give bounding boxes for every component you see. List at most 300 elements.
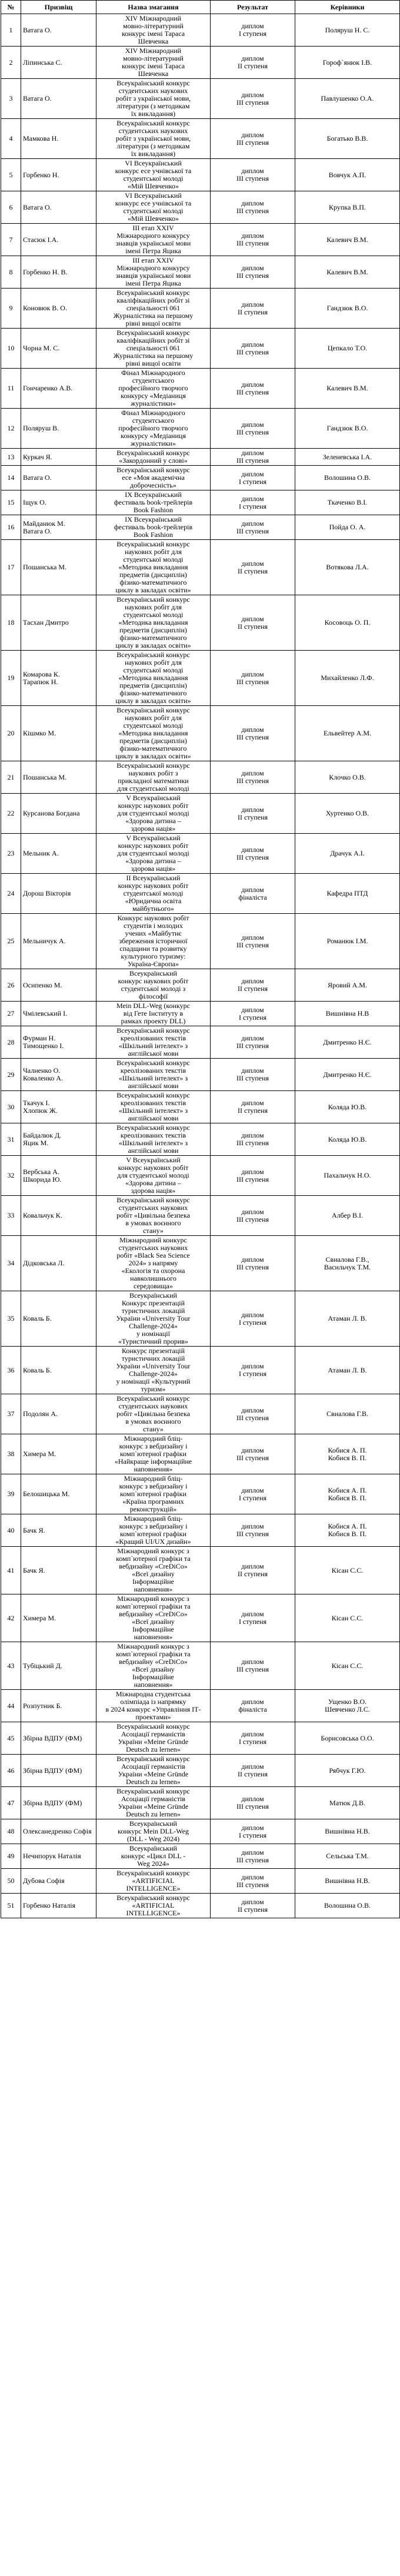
event-name-line: Всеукраїнський конкурс bbox=[116, 595, 190, 604]
event-name-line: прикладної математики bbox=[118, 777, 189, 785]
row-number-cell bbox=[1, 1434, 21, 1474]
row-number: 15 bbox=[7, 498, 15, 506]
row-number-cell bbox=[1, 119, 21, 159]
result-line: III ступеня bbox=[236, 347, 269, 356]
event-name-line: Україна-Європа» bbox=[127, 960, 179, 968]
supervisor: Гороф`янюк І.В. bbox=[322, 58, 372, 67]
result-line: диплом bbox=[241, 977, 264, 985]
result-cell bbox=[211, 761, 295, 794]
result-cell bbox=[211, 1474, 295, 1514]
event-name-line: Міжнародного конкурсу bbox=[116, 264, 190, 272]
supervisor: Коляда Ю.В. bbox=[328, 1135, 367, 1143]
event-name-line: України «Meine Gründe bbox=[118, 1738, 189, 1746]
result-cell bbox=[211, 1755, 295, 1787]
event-name-line: комп`ютерної графіки bbox=[120, 1450, 186, 1458]
result-line: диплом bbox=[241, 380, 264, 389]
row-number: 34 bbox=[7, 1259, 15, 1267]
row-number-cell bbox=[1, 1514, 21, 1547]
row-number: 11 bbox=[7, 384, 15, 392]
result-cell bbox=[211, 595, 295, 651]
participant-name-cell bbox=[21, 1059, 96, 1091]
event-name-line: рівні вищої освіти bbox=[125, 359, 181, 367]
event-name-line: в умовах воєнного bbox=[125, 1219, 181, 1227]
event-name-line: у номінації «Культурний bbox=[116, 1377, 191, 1385]
event-name-line: «Кращий UI/UX дизайн» bbox=[115, 1537, 191, 1546]
result-line: диплом bbox=[241, 469, 264, 478]
event-name-cell bbox=[96, 595, 211, 651]
event-name-line: Mein DLL-Weg (конкурс bbox=[116, 1002, 190, 1010]
event-name-line: Фінал Міжнародного bbox=[121, 409, 185, 417]
supervisor: Рябчук Г.Ю. bbox=[329, 1766, 366, 1775]
event-name-line: креолізованих текстів bbox=[120, 1099, 186, 1107]
supervisor-cell bbox=[295, 409, 400, 449]
event-name-cell bbox=[96, 540, 211, 595]
result-line: III ступеня bbox=[236, 427, 269, 436]
event-name-line: Фінал Міжнародного bbox=[121, 369, 185, 377]
event-name-line: «Методика викладання bbox=[118, 729, 188, 737]
row-number: 16 bbox=[7, 523, 15, 531]
event-name-line: Міжнародний бліц- bbox=[124, 1474, 183, 1483]
event-name-line: «Методика викладання bbox=[118, 563, 188, 571]
event-name-cell bbox=[96, 1474, 211, 1514]
result-cell bbox=[211, 874, 295, 914]
result-line: III ступеня bbox=[236, 98, 269, 107]
row-number: 38 bbox=[7, 1450, 15, 1458]
table-row bbox=[1, 1091, 400, 1123]
table-row bbox=[1, 1869, 400, 1894]
result-line: I ступеня bbox=[238, 29, 267, 38]
supervisor-cell bbox=[295, 1123, 400, 1156]
row-number-cell bbox=[1, 1091, 21, 1123]
table-row bbox=[1, 1123, 400, 1156]
supervisor-cell bbox=[295, 651, 400, 706]
row-number-cell bbox=[1, 1026, 21, 1059]
result-line: II ступеня bbox=[237, 1905, 268, 1914]
result-line: диплом bbox=[241, 199, 264, 207]
result-line: I ступеня bbox=[238, 1493, 267, 1502]
row-number-cell bbox=[1, 515, 21, 540]
event-name-line: середовища» bbox=[134, 1282, 173, 1290]
event-name-line: конкурс наукових робіт bbox=[118, 1163, 189, 1172]
row-number: 17 bbox=[7, 563, 15, 571]
supervisor-line: Васильчук Т.М. bbox=[324, 1262, 371, 1271]
result-cell bbox=[211, 914, 295, 969]
result-line: диплом bbox=[241, 614, 264, 623]
event-name-line: (DLL - Weg 2024) bbox=[126, 1835, 180, 1843]
row-number: 42 bbox=[7, 1613, 15, 1622]
event-name-line: майбутнього» bbox=[132, 904, 174, 913]
event-name-line: Конкурс наукових робіт bbox=[117, 914, 189, 922]
event-name-line: конкурс з вебдизайну і bbox=[119, 1482, 188, 1490]
row-number: 28 bbox=[7, 1037, 15, 1046]
event-name-cell bbox=[96, 834, 211, 874]
participant-name-cell bbox=[21, 1869, 96, 1894]
event-name-cell bbox=[96, 1091, 211, 1123]
result-line: диплом bbox=[241, 1762, 264, 1771]
participant-name-cell bbox=[21, 1787, 96, 1819]
row-number-cell bbox=[1, 14, 21, 47]
result-line: диплом bbox=[241, 22, 264, 30]
result-cell bbox=[211, 119, 295, 159]
row-number-cell bbox=[1, 595, 21, 651]
event-name-line: Всеукраїнський конкурс bbox=[116, 79, 190, 87]
table-row bbox=[1, 1236, 400, 1291]
event-name-cell bbox=[96, 1690, 211, 1722]
event-name-line: студентського bbox=[132, 416, 175, 425]
result-line: диплом bbox=[241, 1897, 264, 1906]
participant-name-cell bbox=[21, 1514, 96, 1547]
result-line: диплом bbox=[241, 340, 264, 349]
participant-name: Химера М. bbox=[23, 1613, 56, 1622]
event-name-line: студентської молоді bbox=[123, 174, 184, 183]
participant-name: Белошицька М. bbox=[23, 1490, 70, 1498]
result-line: диплом bbox=[241, 669, 264, 678]
event-name-line: туризм» bbox=[141, 1385, 166, 1393]
row-number-cell bbox=[1, 79, 21, 119]
event-name-line: циклу в закладах освіти» bbox=[115, 641, 191, 649]
event-name-line: Міжнародний конкурс з bbox=[117, 1594, 189, 1603]
participant-name: Подолян А. bbox=[23, 1410, 58, 1418]
row-number: 27 bbox=[7, 1009, 15, 1017]
event-name-line: циклу в закладах освіти» bbox=[115, 697, 191, 705]
result-line: диплом bbox=[241, 885, 264, 894]
event-name-line: Всеукраїнський конкурс bbox=[116, 761, 190, 770]
result-line: II ступеня bbox=[237, 1106, 268, 1115]
result-cell bbox=[211, 1123, 295, 1156]
event-name-cell bbox=[96, 1059, 211, 1091]
event-name-line: конкурс есе учнівської та bbox=[115, 167, 192, 175]
result-cell bbox=[211, 14, 295, 47]
result-cell bbox=[211, 289, 295, 329]
participant-name: Горбенко Н. bbox=[23, 170, 59, 179]
participant-name: Іщук О. bbox=[23, 498, 46, 506]
row-number: 19 bbox=[7, 674, 15, 682]
event-name-line: в умовах воєнного bbox=[125, 1417, 181, 1425]
table-header-row bbox=[1, 1, 400, 14]
table-row bbox=[1, 1755, 400, 1787]
row-number-cell bbox=[1, 1869, 21, 1894]
result-line: III ступеня bbox=[236, 853, 269, 861]
participant-name: Збірна ВДПУ (ФМ) bbox=[23, 1798, 82, 1807]
participant-name-cell bbox=[21, 969, 96, 1002]
participant-name: Чмілевський І. bbox=[23, 1009, 68, 1017]
event-name-line: наповнення» bbox=[134, 1633, 173, 1641]
event-name-line: Всеукраїнський конкурс bbox=[116, 651, 190, 659]
participant-name: Дідковська Л. bbox=[23, 1259, 65, 1267]
event-name-line: для студентської молоді bbox=[117, 784, 189, 793]
participant-name-cell bbox=[21, 1844, 96, 1869]
row-number: 10 bbox=[7, 344, 15, 352]
row-number: 6 bbox=[9, 203, 13, 211]
result-line: III ступеня bbox=[236, 1042, 269, 1050]
result-line: I ступеня bbox=[238, 1370, 267, 1378]
event-name-line: Всеукраїнський конкурс bbox=[116, 449, 190, 457]
row-number: 37 bbox=[7, 1410, 15, 1418]
result-line: диплом bbox=[241, 494, 264, 503]
result-line: диплом bbox=[241, 1872, 264, 1881]
event-name-line: креолізованих текстів bbox=[120, 1034, 186, 1042]
participant-name-cell bbox=[21, 874, 96, 914]
table-row bbox=[1, 1026, 400, 1059]
event-name-line: конкурс наукових робіт bbox=[118, 841, 189, 850]
event-name-cell bbox=[96, 1236, 211, 1291]
participant-name: Чорна М. С. bbox=[23, 344, 60, 352]
table-row bbox=[1, 1690, 400, 1722]
event-name-line: конкурсу «Медіаниця bbox=[121, 392, 186, 400]
table-row bbox=[1, 466, 400, 490]
participant-name: Мельничук А. bbox=[23, 937, 66, 945]
event-name-line: «Мій Шевченко» bbox=[127, 182, 179, 190]
event-name-line: професійного творчого bbox=[118, 424, 188, 432]
result-line: I ступеня bbox=[238, 1831, 267, 1839]
supervisor-cell bbox=[295, 1722, 400, 1755]
header-supervisor: Керівники bbox=[295, 1, 400, 14]
result-cell bbox=[211, 1156, 295, 1196]
event-name-line: реконструкцій» bbox=[129, 1505, 177, 1513]
participant-name-line: Тарапюк Н. bbox=[23, 677, 58, 686]
participant-name: Мельник А. bbox=[23, 849, 59, 857]
event-name-line: креолізованих текстів bbox=[120, 1066, 186, 1075]
participant-name: Збірна ВДПУ (ФМ) bbox=[23, 1733, 82, 1742]
result-line: диплом bbox=[241, 1310, 264, 1319]
result-line: фіналіста bbox=[238, 1705, 267, 1713]
participant-name-cell bbox=[21, 47, 96, 79]
participant-name-cell bbox=[21, 595, 96, 651]
event-name-line: Всеукраїнський конкурс bbox=[116, 1869, 190, 1877]
event-name-line: Асоціації германістів bbox=[121, 1762, 185, 1771]
event-name-line: «Екологія та охорона bbox=[121, 1267, 185, 1275]
event-name-line: «Методика викладання bbox=[118, 618, 188, 626]
result-line: III ступеня bbox=[236, 526, 269, 535]
event-name-cell bbox=[96, 794, 211, 834]
row-number-cell bbox=[1, 449, 21, 466]
supervisor: Драчук А.І. bbox=[330, 849, 365, 857]
participant-name-cell bbox=[21, 1347, 96, 1394]
result-line: I ступеня bbox=[238, 502, 267, 510]
event-name-line: Міжнародний конкурс з bbox=[117, 1642, 189, 1650]
participant-name-line: Чалненко О. bbox=[23, 1066, 61, 1075]
participant-name-cell bbox=[21, 79, 96, 119]
participant-name-cell bbox=[21, 1434, 96, 1474]
supervisor: Пойда О. А. bbox=[329, 523, 366, 531]
participant-name-cell bbox=[21, 794, 96, 834]
event-name-line: кваліфікаційних робіт зі bbox=[116, 296, 190, 304]
supervisor-cell bbox=[295, 289, 400, 329]
event-name-line: комп`ютерної графіки та bbox=[116, 1554, 191, 1563]
result-cell bbox=[211, 490, 295, 515]
event-name-line: вебдизайну «CreDiCo» bbox=[119, 1657, 188, 1666]
participant-name-cell bbox=[21, 1002, 96, 1026]
supervisor: Калевич В.М. bbox=[326, 384, 368, 392]
result-line: III ступеня bbox=[236, 271, 269, 280]
supervisor-cell bbox=[295, 706, 400, 761]
event-name-line: студентських наукових bbox=[118, 1204, 188, 1212]
result-line: II ступеня bbox=[237, 984, 268, 993]
participant-name: Стасюк І.А. bbox=[23, 235, 59, 244]
event-name-line: конкурс імені Тараса bbox=[121, 29, 185, 38]
row-number-cell bbox=[1, 794, 21, 834]
result-line: III ступеня bbox=[236, 239, 269, 247]
event-name-line: комп`ютерної графіки bbox=[120, 1490, 186, 1498]
row-number-cell bbox=[1, 47, 21, 79]
result-line: диплом bbox=[241, 1405, 264, 1414]
result-line: диплом bbox=[241, 933, 264, 941]
event-name-line: комп`ютерної графіки та bbox=[116, 1650, 191, 1658]
row-number: 12 bbox=[7, 424, 15, 432]
row-number-cell bbox=[1, 1002, 21, 1026]
event-name-line: Book Fashion bbox=[133, 531, 173, 539]
header-name: Призвіщ bbox=[21, 1, 96, 14]
event-name-line: Всеукраїнський конкурс bbox=[116, 1787, 190, 1795]
table-row bbox=[1, 1347, 400, 1394]
event-name-line: V Всеукраїнський bbox=[126, 834, 181, 842]
event-name-line: їх викладання) bbox=[131, 110, 176, 118]
result-line: II ступеня bbox=[237, 566, 268, 575]
supervisor: Зеленевська І.А. bbox=[322, 452, 372, 461]
table-row bbox=[1, 1787, 400, 1819]
participant-name: Бачк Я. bbox=[23, 1526, 45, 1534]
supervisor-cell bbox=[295, 47, 400, 79]
supervisor-cell bbox=[295, 1434, 400, 1474]
event-name-line: наукових робіт з bbox=[128, 769, 178, 777]
row-number: 51 bbox=[7, 1901, 15, 1909]
supervisor: Сельська Т.М. bbox=[326, 1852, 369, 1860]
event-name-line: туристичних локацій bbox=[121, 1307, 185, 1315]
table-row bbox=[1, 1196, 400, 1236]
result-line: диплом bbox=[241, 1099, 264, 1107]
participant-name-line: Байдалюк Д. bbox=[23, 1131, 62, 1139]
table-row bbox=[1, 1819, 400, 1844]
participant-name-line: Майданюк М. bbox=[23, 519, 65, 528]
supervisor-line: Кобися В. П. bbox=[328, 1453, 367, 1462]
event-name-line: спеціальності 061 bbox=[126, 344, 181, 352]
supervisor: Вишнівна Н.В bbox=[325, 1009, 369, 1017]
event-name-cell bbox=[96, 1514, 211, 1547]
event-name-cell bbox=[96, 515, 211, 540]
event-name-line: наповнення» bbox=[134, 1585, 173, 1593]
table-row bbox=[1, 224, 400, 256]
participant-name: Поляруш В. bbox=[23, 424, 59, 432]
supervisor-line: Кобися А. П. bbox=[328, 1486, 367, 1494]
row-number: 1 bbox=[9, 25, 13, 34]
row-number: 40 bbox=[7, 1526, 15, 1534]
supervisor: Ткаченко В.І. bbox=[327, 498, 368, 506]
result-line: III ступеня bbox=[236, 1139, 269, 1147]
supervisor: Вишнівна Н.В. bbox=[325, 1877, 370, 1885]
event-name-line: Challenge-2024» bbox=[129, 1370, 178, 1378]
table-row bbox=[1, 874, 400, 914]
event-name-line: Міжнародний бліц- bbox=[124, 1434, 183, 1443]
result-line: диплом bbox=[241, 1795, 264, 1803]
event-name-line: здорова нація» bbox=[131, 824, 176, 833]
event-name-line: «Шкільний інтелект» з bbox=[118, 1106, 188, 1115]
supervisor: Калевич В.М. bbox=[326, 267, 368, 276]
participant-name-cell bbox=[21, 490, 96, 515]
participant-name-cell bbox=[21, 119, 96, 159]
event-name-cell bbox=[96, 1894, 211, 1918]
result-line: диплом bbox=[241, 1730, 264, 1738]
row-number: 25 bbox=[7, 937, 15, 945]
participant-name-cell bbox=[21, 1474, 96, 1514]
event-name-cell bbox=[96, 1291, 211, 1347]
participant-name: Ватага О. bbox=[23, 25, 52, 34]
result-line: диплом bbox=[241, 167, 264, 175]
table-row bbox=[1, 540, 400, 595]
event-name-line: Міжнародна студентська bbox=[115, 1690, 191, 1698]
row-number: 26 bbox=[7, 980, 15, 989]
row-number: 2 bbox=[9, 58, 13, 67]
row-number-cell bbox=[1, 834, 21, 874]
event-name-line: «Шкільний інтелект» з bbox=[118, 1074, 188, 1082]
row-number-cell bbox=[1, 329, 21, 369]
result-cell bbox=[211, 515, 295, 540]
event-name-line: конкурс з вебдизайну і bbox=[119, 1442, 188, 1450]
event-name-line: циклу в закладах освіти» bbox=[115, 752, 191, 760]
supervisor-line: Шевченко Л.С. bbox=[325, 1705, 370, 1713]
event-name-line: збереження історичної bbox=[119, 937, 188, 945]
event-name-cell bbox=[96, 119, 211, 159]
result-line: III ступеня bbox=[236, 940, 269, 949]
supervisor: Пахальчук Н.О. bbox=[324, 1171, 371, 1179]
participant-name-cell bbox=[21, 761, 96, 794]
event-name-cell bbox=[96, 1196, 211, 1236]
participant-name-cell bbox=[21, 224, 96, 256]
event-name-line: вебдизайну «CreDiCo» bbox=[119, 1610, 188, 1618]
table-row bbox=[1, 1474, 400, 1514]
supervisor-cell bbox=[295, 369, 400, 409]
supervisor-cell bbox=[295, 1091, 400, 1123]
event-name-cell bbox=[96, 256, 211, 289]
participant-name-line: Ватага О. bbox=[23, 526, 52, 535]
event-name-line: предметів (дисциплін) bbox=[119, 626, 187, 634]
row-number: 7 bbox=[9, 235, 13, 244]
event-name-line: «Закордонний у слові» bbox=[119, 456, 188, 465]
event-name-line: для студентської молоді bbox=[117, 1171, 189, 1179]
participant-name-cell bbox=[21, 706, 96, 761]
supervisor-cell bbox=[295, 449, 400, 466]
event-name-line: студентської молоді bbox=[123, 889, 184, 897]
event-name-line: комп`ютерної графіки та bbox=[116, 1602, 191, 1610]
result-line: диплом bbox=[241, 264, 264, 272]
event-name-cell bbox=[96, 1642, 211, 1690]
event-name-line: олімпіада із напрямку bbox=[120, 1698, 186, 1706]
table-row bbox=[1, 289, 400, 329]
event-name-line: «ARTIFICIAL bbox=[132, 1901, 175, 1909]
participant-name-cell bbox=[21, 914, 96, 969]
result-line: III ступеня bbox=[236, 1413, 269, 1422]
supervisor: Кісан С.С. bbox=[331, 1661, 364, 1670]
event-name-cell bbox=[96, 224, 211, 256]
row-number-cell bbox=[1, 256, 21, 289]
result-line: диплом bbox=[241, 449, 264, 457]
result-cell bbox=[211, 969, 295, 1002]
supervisor-cell bbox=[295, 119, 400, 159]
result-line: диплом bbox=[241, 1610, 264, 1618]
participant-name-cell bbox=[21, 369, 96, 409]
table-row bbox=[1, 329, 400, 369]
event-name-line: України «Meine Gründe bbox=[118, 1770, 189, 1778]
event-name-line: комп`ютерної графіки bbox=[120, 1530, 186, 1538]
participant-name: Розпутник Б. bbox=[23, 1701, 62, 1710]
event-name-line: Всеукраїнський конкурс bbox=[116, 1026, 190, 1035]
supervisor: Кафедра ПТД bbox=[326, 889, 368, 897]
event-name-line: стану» bbox=[143, 1226, 164, 1235]
participant-name-cell bbox=[21, 256, 96, 289]
table-row bbox=[1, 191, 400, 224]
event-name-line: в 2024 конкурс «Управління ІТ- bbox=[105, 1705, 201, 1713]
supervisor-cell bbox=[295, 1869, 400, 1894]
event-name-line: фізико-математичного bbox=[119, 689, 187, 697]
